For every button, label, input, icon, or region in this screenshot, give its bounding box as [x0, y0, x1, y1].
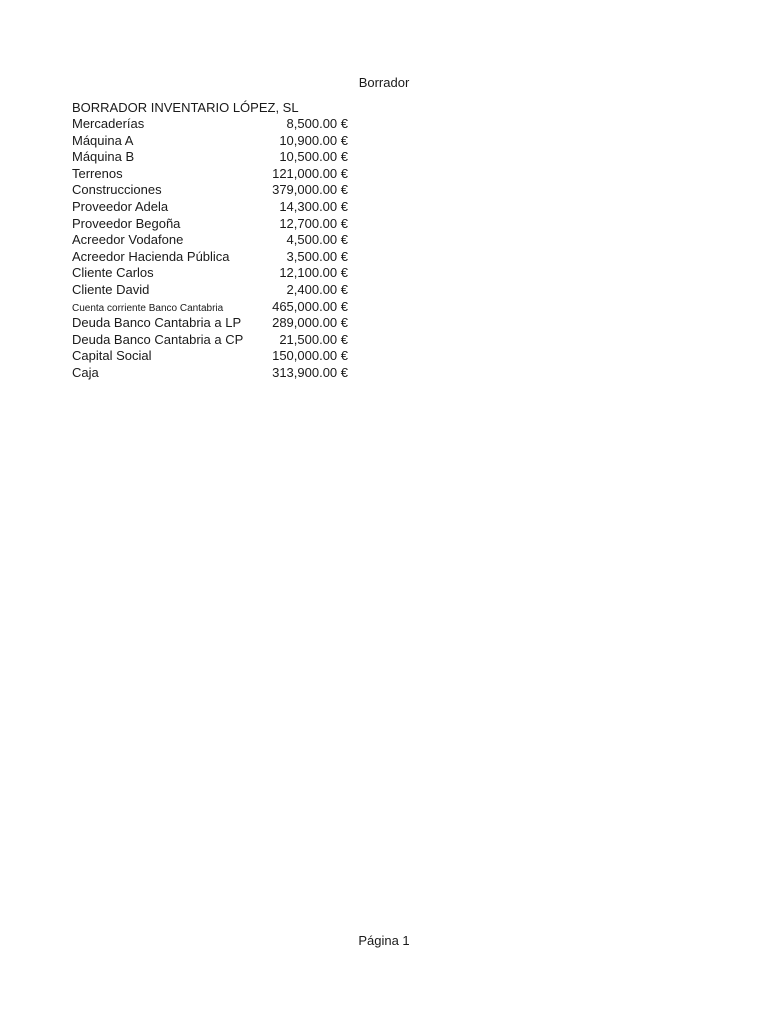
- row-amount: 8,500.00 €: [286, 116, 348, 131]
- inventory-row: [72, 133, 348, 150]
- inventory-row: [72, 199, 348, 216]
- row-label: Máquina B: [72, 149, 135, 165]
- row-amount: 21,500.00 €: [279, 331, 348, 347]
- row-amount: 12,700.00 €: [279, 215, 348, 231]
- row-label: Terrenos: [72, 165, 123, 181]
- inventory-table: [72, 116, 348, 382]
- row-label: Construcciones: [72, 182, 162, 198]
- row-amount: 2,400.00 €: [286, 281, 348, 297]
- row-label: Máquina A: [72, 132, 134, 148]
- row-label: Mercaderías: [72, 116, 145, 131]
- inventory-row: [72, 365, 348, 382]
- row-label: Acreedor Vodafone: [72, 232, 184, 248]
- inventory-row: [72, 315, 348, 332]
- inventory-row: [72, 348, 348, 365]
- row-label: Deuda Banco Cantabria a LP: [72, 315, 242, 331]
- inventory-row: [72, 265, 348, 282]
- row-amount: 3,500.00 €: [286, 248, 348, 264]
- inventory-row: [72, 216, 348, 233]
- inventory-row: [72, 232, 348, 249]
- row-label: Cliente Carlos: [72, 265, 154, 281]
- row-label: Cliente David: [72, 281, 150, 297]
- inventory-row: [72, 149, 348, 166]
- inventory-row: [72, 332, 348, 349]
- row-amount: 10,500.00 €: [279, 149, 348, 165]
- row-label: Proveedor Begoña: [72, 215, 181, 231]
- inventory-row: [72, 116, 348, 133]
- row-label: Deuda Banco Cantabria a CP: [72, 331, 244, 347]
- inventory-row: [72, 249, 348, 266]
- inventory-row: [72, 282, 348, 299]
- row-amount: 4,500.00 €: [286, 232, 348, 248]
- row-amount: 12,100.00 €: [279, 265, 348, 281]
- row-amount: 121,000.00 €: [272, 165, 348, 181]
- document-title: BORRADOR INVENTARIO LÓPEZ, SL: [72, 100, 299, 115]
- row-amount: 150,000.00 €: [272, 348, 348, 364]
- inventory-row: [72, 299, 348, 316]
- row-amount: 313,900.00 €: [272, 364, 348, 380]
- row-label: Caja: [72, 364, 99, 380]
- page-number: Página 1: [358, 933, 410, 948]
- row-amount: 379,000.00 €: [272, 182, 348, 198]
- inventory-row: [72, 182, 348, 199]
- row-amount: 465,000.00 €: [272, 298, 348, 314]
- row-label: Proveedor Adela: [72, 198, 169, 214]
- row-label: Capital Social: [72, 348, 152, 364]
- sheet-header: Borrador: [358, 75, 410, 90]
- row-amount: 10,900.00 €: [279, 132, 348, 148]
- row-amount: 289,000.00 €: [272, 315, 348, 331]
- row-amount: 14,300.00 €: [279, 198, 348, 214]
- row-label: Acreedor Hacienda Pública: [72, 248, 230, 264]
- row-label: Cuenta corriente Banco Cantabria: [72, 302, 224, 314]
- inventory-row: [72, 166, 348, 183]
